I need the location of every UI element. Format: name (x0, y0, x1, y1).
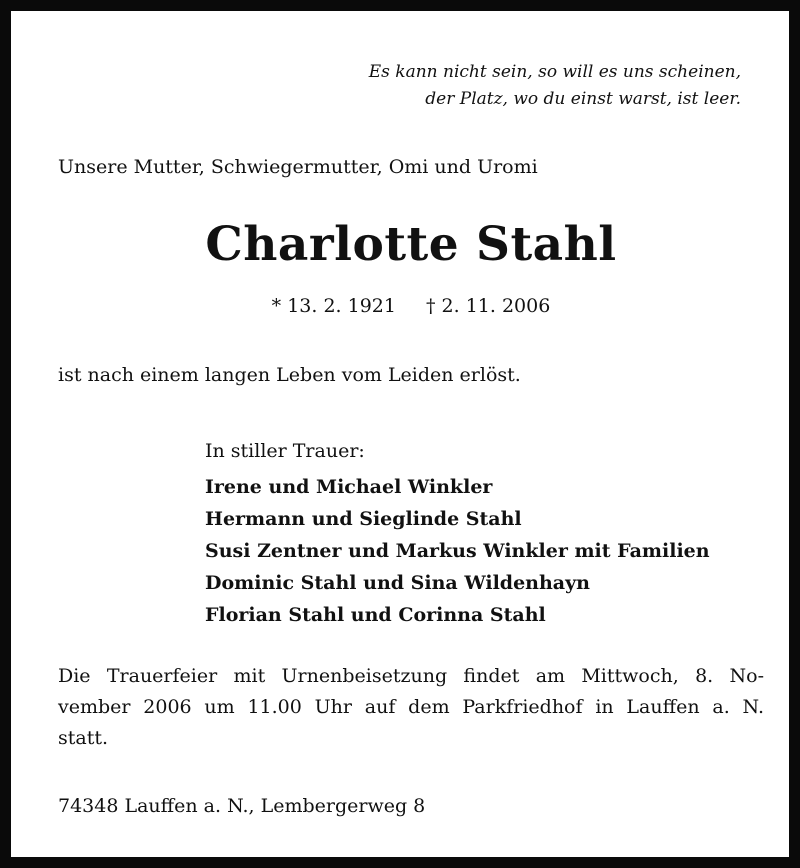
birth-date: * 13. 2. 1921 (271, 295, 396, 317)
life-dates (11, 295, 800, 317)
mourner-name: Dominic Stahl und Sina Wildenhayn (205, 572, 590, 594)
ceremony-line: statt. (58, 727, 109, 749)
mourner-name: Susi Zentner und Markus Winkler mit Familien (205, 540, 710, 562)
mourners-block (205, 435, 710, 631)
ceremony-line: Die Trauerfeier mit Urnenbeisetzung findet am Mittwoch, 8. No- (58, 665, 764, 687)
mourner-name: Florian Stahl und Corinna Stahl (205, 604, 546, 626)
memorial-verse (369, 59, 741, 113)
mourners-label: In stiller Trauer: (205, 440, 365, 462)
deceased-name: Charlotte Stahl (205, 217, 617, 272)
death-date: † 2. 11. 2006 (426, 295, 551, 317)
ceremony-details (58, 661, 764, 754)
mourner-name: Hermann und Sieglinde Stahl (205, 508, 522, 530)
passing-statement: ist nach einem langen Leben vom Leiden erlöst. (58, 364, 521, 386)
family-address: 74348 Lauffen a. N., Lembergerweg 8 (58, 795, 426, 817)
mourner-name: Irene und Michael Winkler (205, 476, 493, 498)
verse-line: der Platz, wo du einst warst, ist leer. (425, 89, 741, 109)
ceremony-line: vember 2006 um 11.00 Uhr auf dem Parkfriedhof in Lauffen a. N. (58, 696, 764, 718)
verse-line: Es kann nicht sein, so will es uns scheinen, (368, 62, 741, 82)
mourners-list (205, 471, 710, 631)
intro-line: Unsere Mutter, Schwiegermutter, Omi und Uromi (58, 156, 538, 178)
